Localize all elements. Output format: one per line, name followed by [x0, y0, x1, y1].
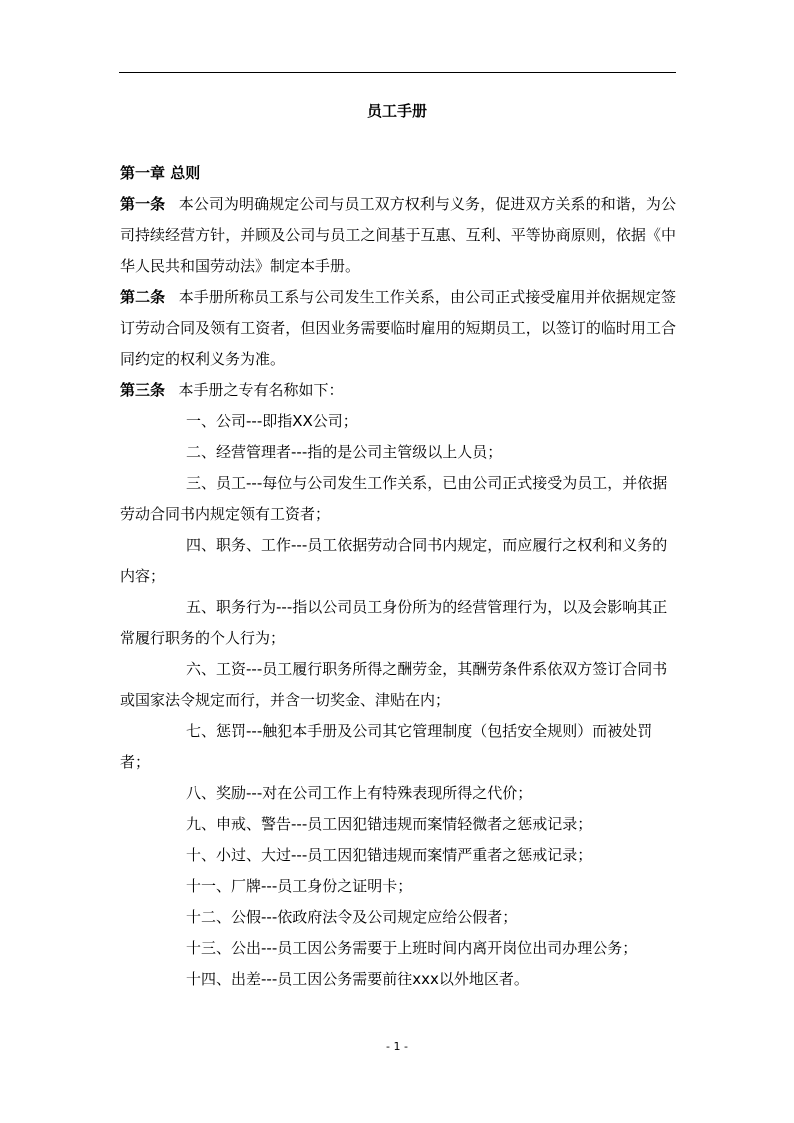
article-label: 第三条: [120, 381, 166, 399]
definition-item: 十二、公假---依政府法令及公司规定应给公假者；: [186, 908, 518, 926]
article-label: 第二条: [120, 288, 166, 306]
article-3: [120, 375, 676, 406]
definition-item: 十三、公出---员工因公务需要于上班时间内离开岗位出司办理公务；: [186, 939, 638, 957]
article-text: 本公司为明确规定公司与员工双方权利与义务，促进双方关系的和谐，为公司持续经营方针，并顾及公司与员工之间基于互惠、互利、平等协商原则，依据《中华人民共和国劳动法》制定本手册。: [120, 195, 676, 275]
document-body: [120, 158, 676, 995]
definition-item: 十四、出差---员工因公务需要前往xxx以外地区者。: [186, 970, 529, 988]
article-1: [120, 189, 676, 282]
article-label: 第一条: [120, 195, 166, 213]
article-text: 本手册所称员工系与公司发生工作关系，由公司正式接受雇用并依据规定签订劳动合同及领有工资者，但因业务需要临时雇用的短期员工，以签订的临时用工合同约定的权利义务为准。: [120, 288, 676, 368]
definition-item: 八、奖励---对在公司工作上有特殊表现所得之代价；: [186, 784, 533, 802]
definition-item: 九、申戒、警告---员工因犯错违规而案情轻微者之惩戒记录；: [186, 815, 593, 833]
definition-item: 十一、厂牌---员工身份之证明卡；: [186, 877, 413, 895]
definition-item: 十、小过、大过---员工因犯错违规而案情严重者之惩戒记录；: [186, 846, 593, 864]
definition-item: 六、工资---员工履行职务所得之酬劳金，其酬劳条件系依双方签订合同书或国家法令规定而行，并含一切奖金、津贴在内；: [120, 660, 668, 709]
page-number: - 1 -: [386, 1040, 408, 1053]
document-title: 员工手册: [366, 102, 427, 120]
definition-item: 二、经营管理者---指的是公司主管级以上人员；: [186, 443, 503, 461]
chapter-heading: 第一章 总则: [120, 164, 201, 182]
article-text: 本手册之专有名称如下：: [178, 381, 344, 399]
definition-item: 五、职务行为---指以公司员工身份所为的经营管理行为，以及会影响其正常履行职务的个人行为；: [120, 598, 668, 647]
definition-item: 一、公司---即指XX公司；: [186, 412, 358, 430]
article-2: [120, 282, 676, 375]
definition-item: 三、员工---每位与公司发生工作关系，已由公司正式接受为员工，并依据劳动合同书内规定领有工资者；: [120, 474, 668, 523]
definition-item: 四、职务、工作---员工依据劳动合同书内规定，而应履行之权利和义务的内容；: [120, 536, 668, 585]
header-rule: [119, 72, 676, 73]
definition-item: 七、惩罚---触犯本手册及公司其它管理制度（包括安全规则）而被处罚者；: [120, 722, 653, 771]
